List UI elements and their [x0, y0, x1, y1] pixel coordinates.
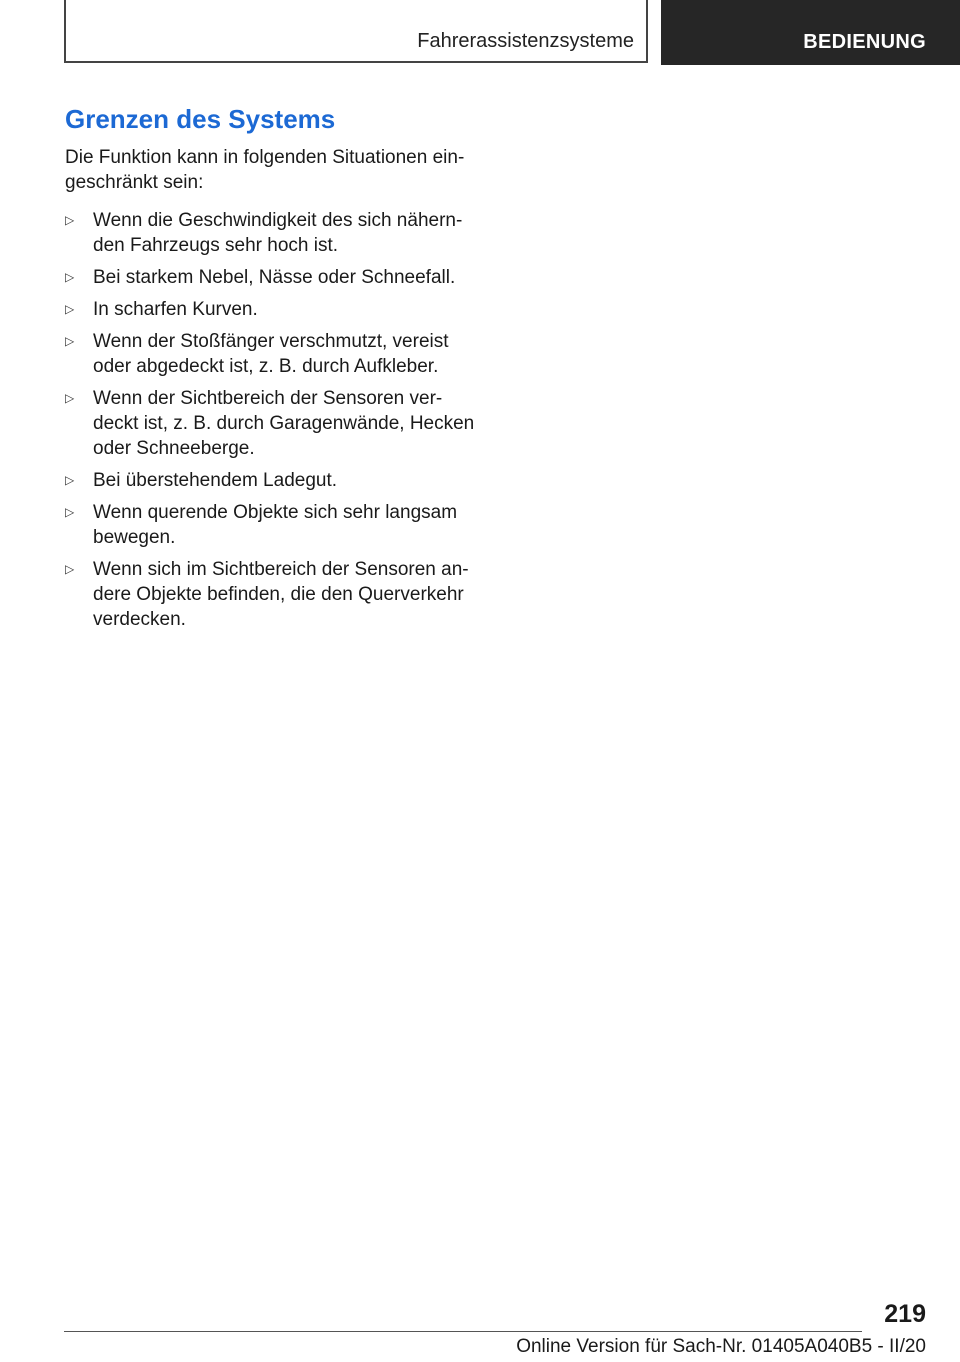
footer-divider	[64, 1331, 862, 1332]
list-item-text: Wenn der Sichtbereich der Sensoren ver- deckt ist, z. B. durch Garagenwände, Hecken oder Schneeberge.	[93, 388, 475, 459]
list-item-text: Wenn die Geschwindigkeit des sich nähern- den Fahrzeugs sehr hoch ist.	[93, 210, 463, 256]
list-item-text: Bei überstehendem Ladegut.	[93, 470, 338, 491]
list-item-text: Bei starkem Nebel, Nässe oder Schneefall.	[93, 267, 456, 288]
triangle-bullet-icon: ▷	[65, 270, 75, 284]
triangle-bullet-icon: ▷	[65, 505, 75, 519]
footer-online-version: Online Version für Sach-Nr. 01405A040B5 - II/20	[516, 1336, 926, 1357]
header-section-title: Fahrerassistenzsysteme	[417, 30, 634, 52]
header-section-box	[64, 0, 648, 63]
limitation-list	[65, 208, 477, 632]
main-content	[65, 103, 477, 639]
list-item-text: In scharfen Kurven.	[93, 299, 258, 320]
triangle-bullet-icon: ▷	[65, 302, 75, 316]
list-item	[65, 500, 477, 550]
triangle-bullet-icon: ▷	[65, 334, 75, 348]
header-chapter-title: BEDIENUNG	[803, 31, 926, 53]
triangle-bullet-icon: ▷	[65, 562, 75, 576]
list-item	[65, 468, 477, 493]
triangle-bullet-icon: ▷	[65, 391, 75, 405]
intro-paragraph: Die Funktion kann in folgenden Situationen ein- geschränkt sein:	[65, 147, 465, 193]
list-item-text: Wenn querende Objekte sich sehr langsam bewegen.	[93, 502, 458, 548]
header-chapter-tab	[661, 0, 960, 65]
page-number: 219	[884, 1300, 926, 1328]
list-item	[65, 265, 477, 290]
list-item	[65, 386, 477, 461]
triangle-bullet-icon: ▷	[65, 473, 75, 487]
list-item-text: Wenn der Stoßfänger verschmutzt, vereist oder abgedeckt ist, z. B. durch Aufkleber.	[93, 331, 449, 377]
list-item	[65, 329, 477, 379]
triangle-bullet-icon: ▷	[65, 213, 75, 227]
list-item	[65, 208, 477, 258]
list-item	[65, 557, 477, 632]
section-heading: Grenzen des Systems	[65, 104, 336, 134]
list-item-text: Wenn sich im Sichtbereich der Sensoren an- dere Objekte befinden, die den Querverkehr verdecken.	[93, 559, 469, 630]
list-item	[65, 297, 477, 322]
